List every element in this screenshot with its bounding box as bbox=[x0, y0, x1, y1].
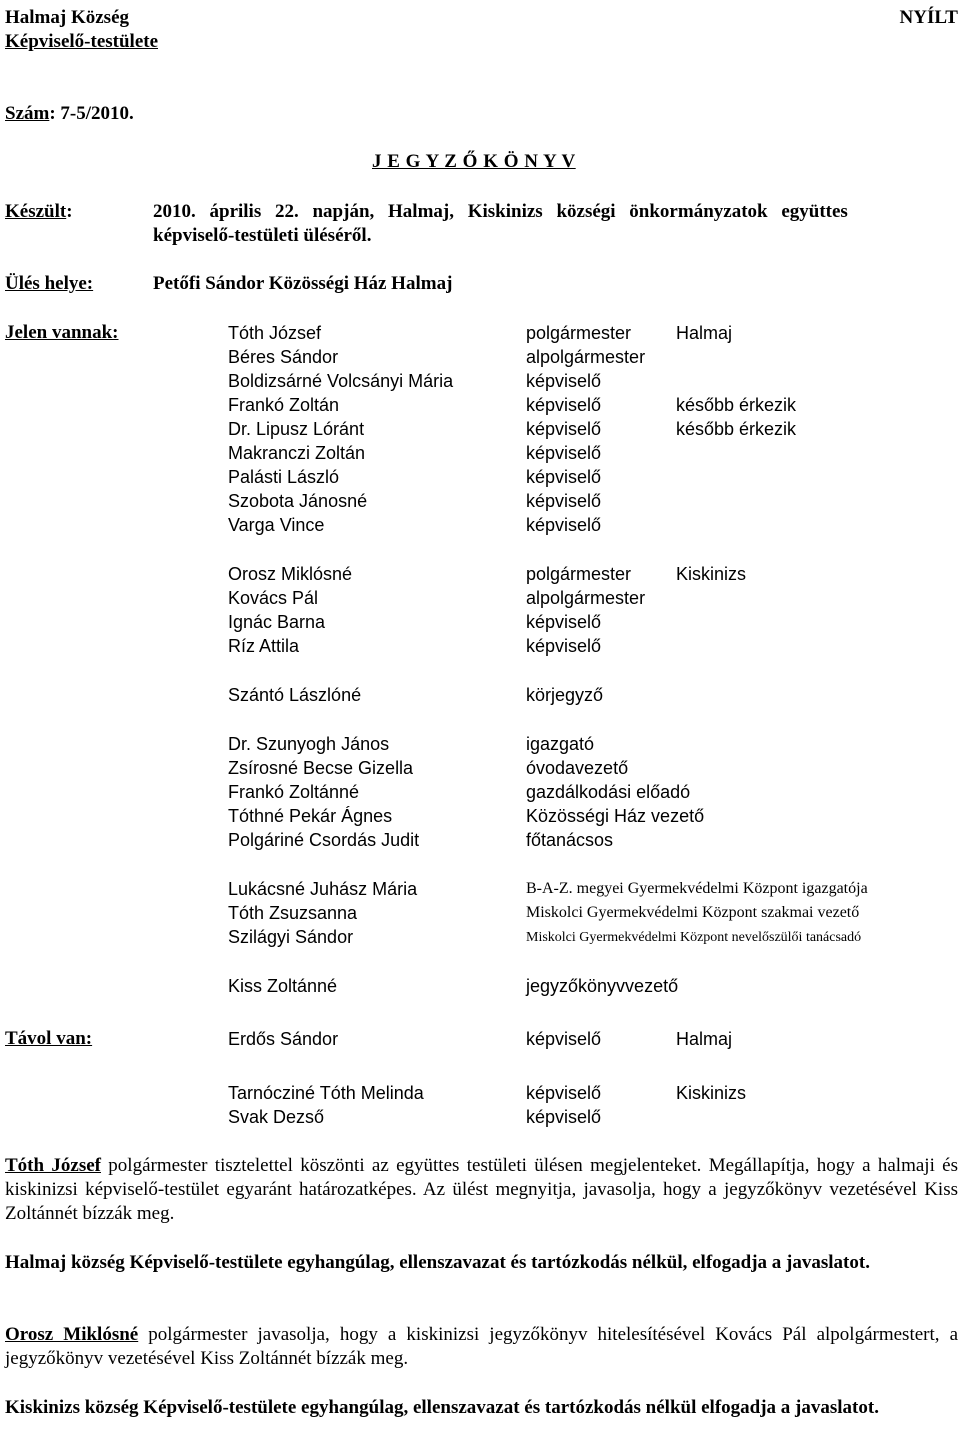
guest-role: Miskolci Gyermekvédelmi Központ nevelőszülői tanácsadó bbox=[526, 930, 862, 945]
present-member-name: Kovács Pál bbox=[228, 588, 319, 608]
recorder-role: jegyzőkönyvvezető bbox=[526, 976, 679, 996]
staff-role: főtanácsos bbox=[526, 830, 614, 850]
present-member-note: később érkezik bbox=[676, 419, 797, 439]
absent-member-name: Erdős Sándor bbox=[228, 1029, 339, 1049]
staff-name: Frankó Zoltánné bbox=[228, 782, 360, 802]
present-member-name: Tóth József bbox=[228, 323, 322, 343]
staff-name: Zsírosné Becse Gizella bbox=[228, 758, 414, 778]
present-member-name: Frankó Zoltán bbox=[228, 395, 340, 415]
present-member-role: képviselő bbox=[526, 467, 602, 487]
absent-member-role: képviselő bbox=[526, 1083, 602, 1103]
paragraph-proposal-speaker: Orosz Miklósné bbox=[5, 1324, 139, 1345]
made-label-colon: : bbox=[66, 201, 73, 222]
paragraph-proposal-text: polgármester javasolja, hogy a kiskinizsi jegyzőkönyv hitelesítésével Kovács Pál alpolgármestert, a jegyzőkönyv vezetésével Kiss Zoltánnét bízzák meg. bbox=[5, 1324, 959, 1369]
org-name-line2: Képviselő-testülete bbox=[5, 31, 159, 52]
present-member-role: polgármester bbox=[526, 323, 632, 343]
made-line1: 2010. április 22. napján, Halmaj, Kiskinizs községi önkormányzatok együttes bbox=[153, 201, 848, 222]
guest-name: Tóth Zsuzsanna bbox=[228, 903, 358, 923]
guest-name: Szilágyi Sándor bbox=[228, 927, 354, 947]
absent-member-name: Tarnócziné Tóth Melinda bbox=[228, 1083, 424, 1103]
present-member-role: képviselő bbox=[526, 491, 602, 511]
present-member-role: képviselő bbox=[526, 515, 602, 535]
present-member-role: képviselő bbox=[526, 636, 602, 656]
notary-role: körjegyző bbox=[526, 685, 604, 705]
venue-label: Ülés helye: bbox=[5, 273, 94, 294]
recorder-name: Kiss Zoltánné bbox=[228, 976, 338, 996]
present-member-role: képviselő bbox=[526, 371, 602, 391]
present-member-name: Orosz Miklósné bbox=[228, 564, 353, 584]
present-member-role: polgármester bbox=[526, 564, 632, 584]
notary-name: Szántó Lászlóné bbox=[228, 685, 362, 705]
present-member-name: Makranczi Zoltán bbox=[228, 443, 366, 463]
staff-role: óvodavezető bbox=[526, 758, 629, 778]
absent-label: Távol van: bbox=[5, 1028, 93, 1049]
made-line2: képviselő-testületi üléséről. bbox=[153, 225, 372, 246]
present-member-name: Dr. Lipusz Lóránt bbox=[228, 419, 365, 439]
staff-name: Polgáriné Csordás Judit bbox=[228, 830, 420, 850]
made-label-text: Készült bbox=[5, 201, 67, 222]
resolution-halmaj: Halmaj község Képviselő-testülete egyhangúlag, ellenszavazat és tartózkodás nélkül, elfogadja a javaslatot. bbox=[5, 1252, 870, 1273]
guest-name: Lukácsné Juhász Mária bbox=[228, 879, 418, 899]
present-member-role: alpolgármester bbox=[526, 347, 646, 367]
present-label: Jelen vannak: bbox=[5, 322, 119, 343]
staff-role: Közösségi Ház vezető bbox=[526, 806, 705, 826]
made-label bbox=[5, 200, 73, 224]
staff-name: Tóthné Pekár Ágnes bbox=[228, 806, 393, 826]
paragraph-opening bbox=[5, 1154, 958, 1226]
staff-name: Dr. Szunyogh János bbox=[228, 734, 390, 754]
paragraph-opening-speaker: Tóth József bbox=[5, 1155, 101, 1176]
present-member-note: Kiskinizs bbox=[676, 564, 747, 584]
document-number-label: Szám bbox=[5, 103, 50, 124]
paragraph-proposal bbox=[5, 1323, 958, 1371]
document-title: J E G Y Z Ő K Ö N Y V bbox=[372, 151, 576, 172]
guest-role: Miskolci Gyermekvédelmi Központ szakmai vezető bbox=[526, 904, 860, 921]
absent-member-note: Kiskinizs bbox=[676, 1083, 747, 1103]
present-member-role: képviselő bbox=[526, 395, 602, 415]
present-member-name: Szobota Jánosné bbox=[228, 491, 368, 511]
org-name-line1: Halmaj Község bbox=[5, 7, 130, 28]
present-member-name: Varga Vince bbox=[228, 515, 325, 535]
absent-member-name: Svak Dezső bbox=[228, 1107, 325, 1127]
document-number bbox=[5, 102, 134, 126]
present-member-name: Ignác Barna bbox=[228, 612, 326, 632]
paragraph-opening-text: polgármester tisztelettel köszönti az együttes testületi ülésen megjelenteket. Megállapítja, hogy a halmaji és kiskinizsi képviselő-testület egyaránt határozatképes. Az ülést megnyitja, javasolja, hogy a jegyzőkönyv vezetésével Kiss Zoltánnét bízzák meg. bbox=[5, 1155, 958, 1224]
staff-role: igazgató bbox=[526, 734, 595, 754]
present-member-role: képviselő bbox=[526, 419, 602, 439]
present-member-role: képviselő bbox=[526, 612, 602, 632]
present-member-role: alpolgármester bbox=[526, 588, 646, 608]
document-number-value: : 7-5/2010. bbox=[49, 103, 134, 124]
present-member-name: Béres Sándor bbox=[228, 347, 339, 367]
absent-member-role: képviselő bbox=[526, 1107, 602, 1127]
present-member-name: Boldizsárné Volcsányi Mária bbox=[228, 371, 454, 391]
present-member-name: Palásti László bbox=[228, 467, 340, 487]
venue-value: Petőfi Sándor Közösségi Ház Halmaj bbox=[153, 273, 453, 294]
present-member-note: később érkezik bbox=[676, 395, 797, 415]
present-member-role: képviselő bbox=[526, 443, 602, 463]
staff-role: gazdálkodási előadó bbox=[526, 782, 691, 802]
absent-member-note: Halmaj bbox=[676, 1029, 733, 1049]
resolution-kiskinizs: Kiskinizs község Képviselő-testülete egyhangúlag, ellenszavazat és tartózkodás nélkül elfogadja a javaslatot. bbox=[5, 1397, 879, 1418]
present-member-name: Ríz Attila bbox=[228, 636, 300, 656]
guest-role: B-A-Z. megyei Gyermekvédelmi Központ igazgatója bbox=[526, 880, 868, 897]
absent-member-role: képviselő bbox=[526, 1029, 602, 1049]
present-member-note: Halmaj bbox=[676, 323, 733, 343]
document-status: NYÍLT bbox=[899, 7, 958, 28]
